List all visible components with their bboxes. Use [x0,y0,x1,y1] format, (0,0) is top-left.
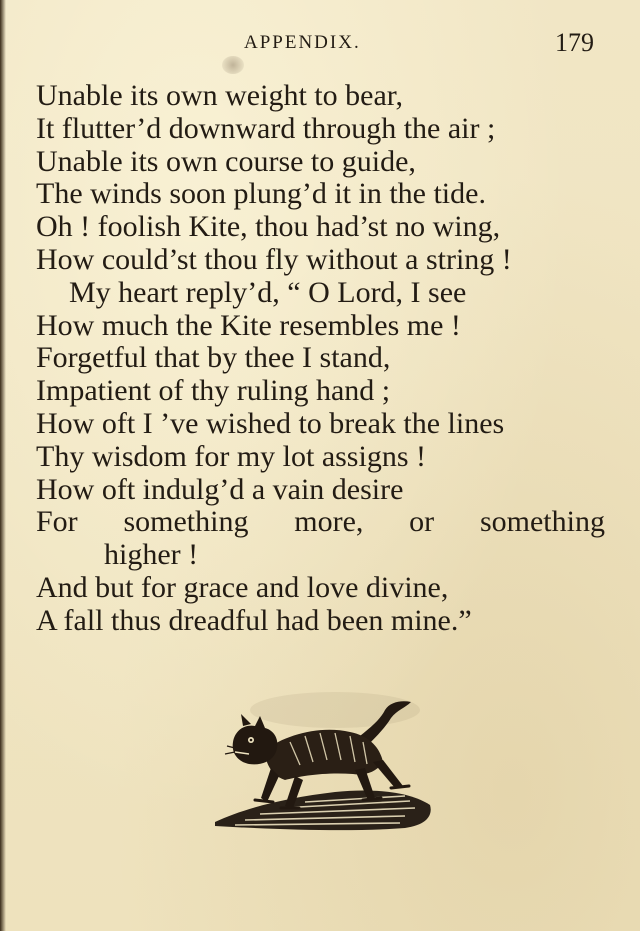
poem-line: A fall thus dreadful had been mine.” [36,603,472,637]
page-number: 179 [555,28,594,57]
ink-smudge [222,56,244,74]
poem-line: Oh ! foolish Kite, thou had’st no wing, [36,210,501,244]
poem-line: The winds soon plung’d it in the tide. [36,177,486,211]
poem-line: How could’st thou fly without a string ! [36,242,512,276]
poem-word: or [409,505,435,539]
poem-line-continuation: higher ! [104,538,199,572]
poem-line: How much the Kite resembles me ! [36,308,461,342]
poem-word: something [123,505,249,539]
poem-line: How oft I ’ve wished to break the lines [36,406,505,440]
poem-line: And but for grace and love divine, [36,570,449,604]
poem-line: It flutter’d downward through the air ; [36,111,496,145]
running-head: APPENDIX. [244,32,361,53]
poem-line: Unable its own course to guide, [36,144,416,178]
page-edge-shadow [0,0,6,931]
poem-line-justified [36,506,605,539]
poem-line: Unable its own weight to bear, [36,79,404,112]
poem-word: For [36,505,78,539]
cat-woodcut-icon [205,680,440,840]
poem-line: Impatient of thy ruling hand ; [36,374,391,408]
poem-line: How oft indulg’d a vain desire [36,472,404,506]
poem-word: more, [294,505,364,539]
page-header [0,28,640,58]
poem-line: Forgetful that by thee I stand, [36,341,391,375]
poem-text [36,80,611,638]
poem-word: something [479,505,605,539]
poem-line: Thy wisdom for my lot assigns ! [36,439,426,473]
poem-line: My heart reply’d, “ O Lord, I see [69,275,467,309]
